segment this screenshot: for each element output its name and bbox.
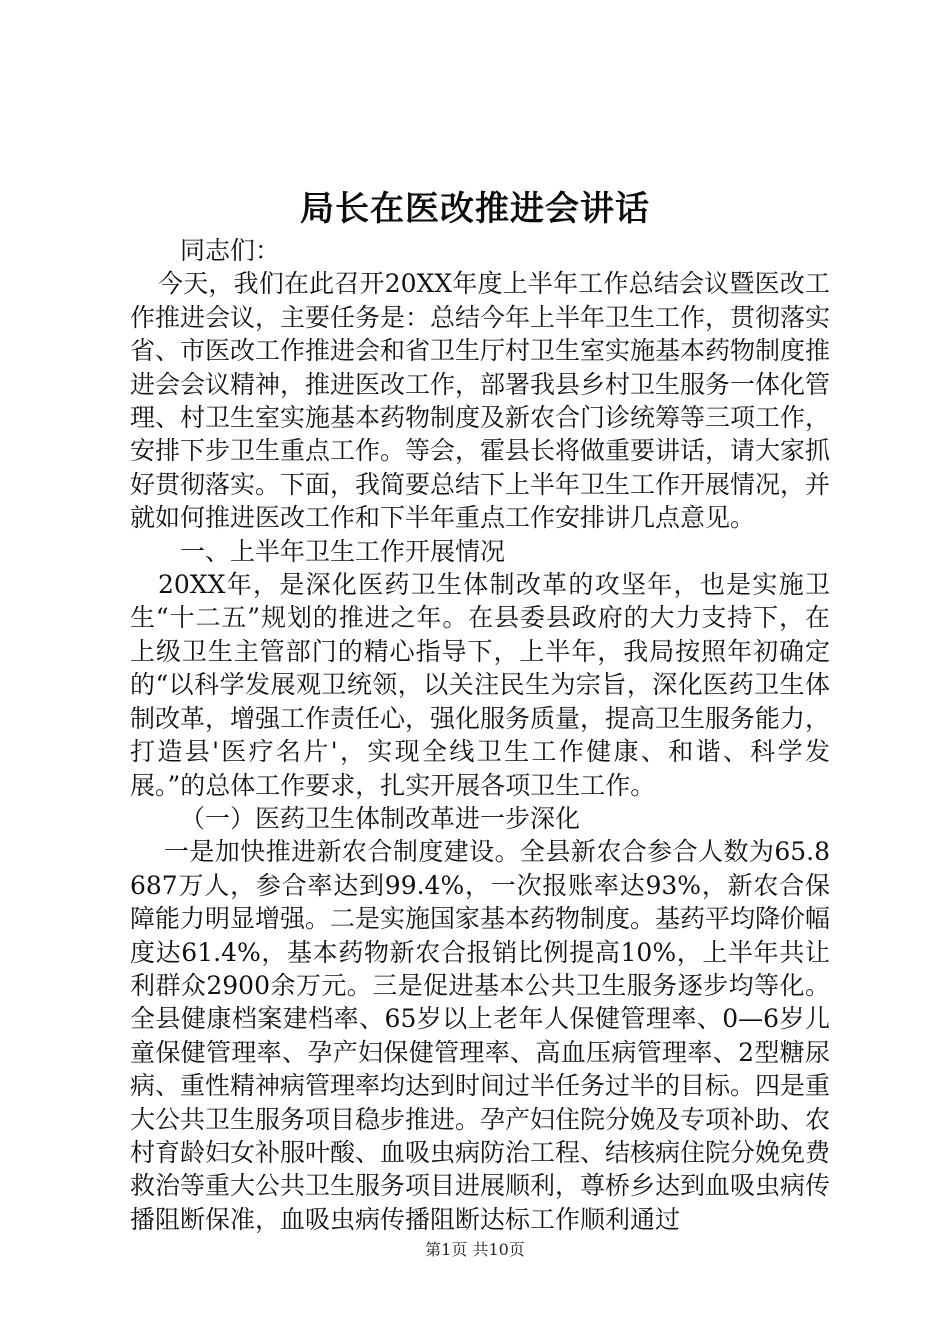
paragraph-intro: 今天，我们在此召开20XX年度上半年工作总结会议暨医改工作推进会议，主要任务是：总结今年上半年卫生工作，贯彻落实省、市医改工作推进会和省卫生厅村卫生室实施基本药物制度推进会会议精神，推进医改工作，部署我县乡村卫生服务一体化管理、村卫生室实施基本药物制度及新农合门诊统筹等三项工作，安排下步卫生重点工作。等会，霍县长将做重要讲话，请大家抓好贯彻落实。下面，我简要总结下上半年卫生工作开展情况，并就如何推进医改工作和下半年重点工作安排讲几点意见。 xyxy=(130,269,831,533)
page-footer: 第1页 共10页 xyxy=(425,1240,525,1259)
subsection-heading-1: （一）医药卫生体制改革进一步深化 xyxy=(180,803,581,833)
salutation: 同志们： xyxy=(180,236,281,265)
paragraph-reform-details: 一是加快推进新农合制度建设。全县新农合参合人数为65.8687万人，参合率达到99.4%，一次报账率达93%，新农合保障能力明显增强。二是实施国家基本药物制度。基药平均降价幅度达61.4%，基本药物新农合报销比例提高10%，上半年共让利群众2900余万元。三是促进基本公共卫生服务逐步均等化。全县健康档案建档率、65岁以上老年人保健管理率、0—6岁儿童保健管理率、孕产妇保健管理率、高血压病管理率、2型糖尿病、重性精神病管理率均达到时间过半任务过半的目标。四是重大公共卫生服务项目稳步推进。孕产妇住院分娩及专项补助、农村育龄妇女补服叶酸、血吸虫病防治工程、结核病住院分娩免费救治等重大公共卫生服务项目进展顺利，尊桥乡达到血吸虫病传播阻断保准，血吸虫病传播阻断达标工作顺利通过 xyxy=(130,837,831,1234)
paragraph-overview: 20XX年，是深化医药卫生体制改革的攻坚年，也是实施卫生“十二五”规划的推进之年。在县委县政府的大力支持下，在上级卫生主管部门的精心指导下，上半年，我局按照年初确定的“以科学发展观卫统领，以关注民生为宗旨，深化医药卫生体制改革，增强工作责任心，强化服务质量，提高卫生服务能力，打造县'医疗名片'，实现全线卫生工作健康、和谐、科学发展。”的总体工作要求，扎实开展各项卫生工作。 xyxy=(130,570,831,800)
page-title: 局长在医改推进会讲话 xyxy=(300,189,650,229)
section-heading-1: 一、上半年卫生工作开展情况 xyxy=(180,536,506,566)
document-body xyxy=(130,234,830,1236)
